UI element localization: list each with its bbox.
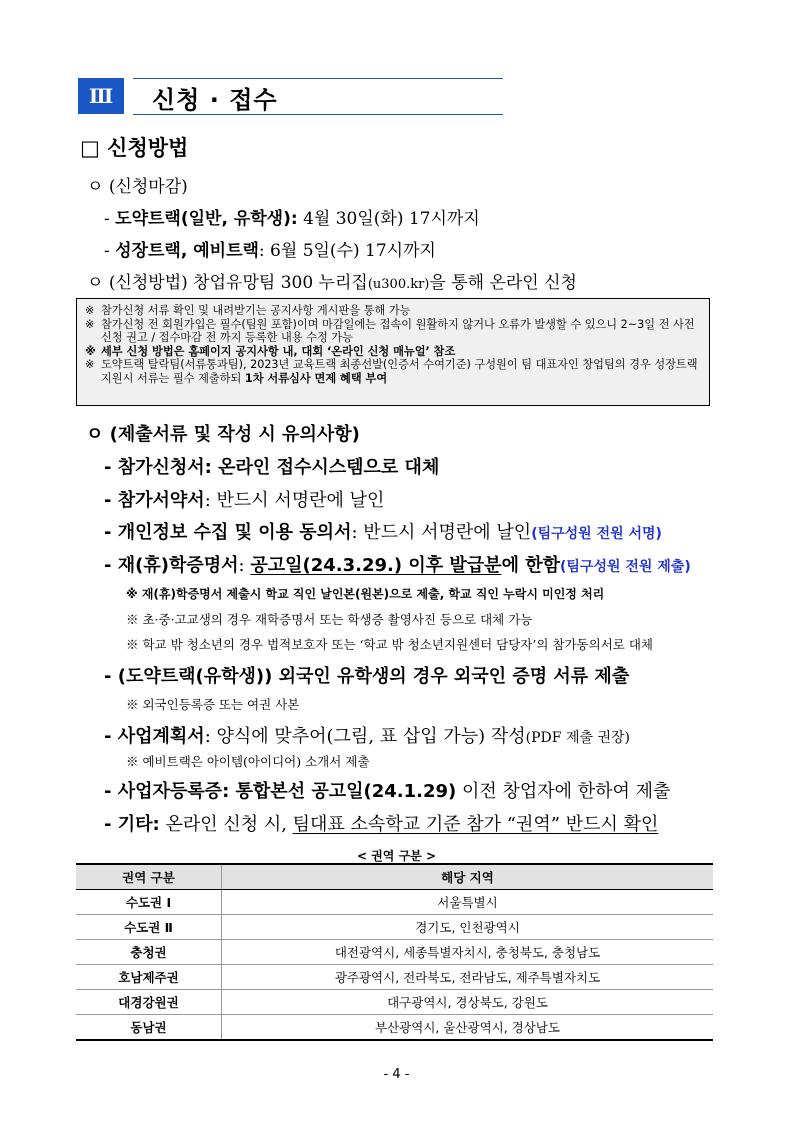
region-areas: 부산광역시, 울산광역시, 경상남도: [222, 1015, 714, 1041]
deadline-date: 4월 30일(화) 17시까지: [297, 209, 480, 229]
doc-other: - 기타: 온라인 신청 시, 팀대표 소속학교 기준 참가 “권역” 반드시 확인: [104, 814, 659, 835]
doc-note: (팀구성원 전원 제출): [560, 559, 691, 575]
notice-box: [76, 298, 710, 406]
region-name: 호남제주권: [76, 965, 222, 990]
deadline-item-growth-pre: [104, 236, 436, 261]
header-rule-top: [133, 78, 503, 79]
region-name: 동남권: [76, 1015, 222, 1041]
region-table-title: < 권역 구분 >: [356, 849, 436, 863]
doc-label: - 사업자등록증: 통합본선 공고일(24.1.29): [104, 781, 457, 802]
note-text: 참가신청 서류 확인 및 내려받기는 공지사항 게시판을 통해 가능: [101, 304, 411, 317]
dash: -: [104, 209, 110, 229]
note-item: [85, 345, 701, 359]
doc-foreign: - (도약트랙(유학생)) 외국인 유학생의 경우 외국인 증명 서류 제출: [104, 666, 630, 687]
doc-underlined: 팀대표 소속학교 기준 참가 “권역” 반드시 확인: [292, 814, 659, 835]
region-name: 수도권 Ⅰ: [76, 890, 222, 915]
table-row: [76, 940, 713, 965]
doc-label: - 기타:: [104, 814, 160, 835]
table-row: [76, 965, 713, 990]
apply-method-rest: 을 통해 온라인 신청: [429, 273, 577, 293]
table-row: [76, 915, 713, 940]
doc-business-plan: [104, 722, 630, 748]
track-name: 도약트랙(일반, 유학생):: [115, 209, 298, 229]
region-areas: 광주광역시, 전라북도, 전라남도, 제주특별자치도: [222, 965, 714, 990]
note-item: [85, 304, 701, 318]
apply-method: [87, 268, 577, 293]
note-text: 도약트랙 탈락팀(서류통과팀), 2023년 교육트랙 최종선발(인증서 수여기준) 구성원이 팀 대표자인 창업팀의 경우 성장트랙 지원시 서류는 필수 제출하되 1차 서류심사 면제 혜택 부여: [101, 358, 698, 385]
note-highlight: 1차 서류심사 면제 혜택 부여: [244, 371, 388, 385]
region-name: 충청권: [76, 940, 222, 965]
section-title: 신청 · 접수: [152, 86, 278, 114]
business-plan-subnote: ※ 예비트랙은 아이템(아이디어) 소개서 제출: [126, 754, 370, 769]
note-mark: ※: [85, 344, 96, 358]
region-table: [76, 863, 713, 1041]
doc-desc: : 반드시 서명란에 날인: [204, 490, 385, 511]
region-areas: 경기도, 인천광역시: [222, 915, 714, 940]
region-areas: 대전광역시, 세종특별자치시, 충청북도, 충청남도: [222, 940, 714, 965]
apply-method-label: ㅇ (신청방법) 창업유망팀 300 누리집: [87, 273, 368, 293]
doc-registration: [104, 777, 670, 803]
method-heading: □ 신청방법: [80, 136, 189, 160]
doc-note: (팀구성원 전원 서명): [531, 526, 662, 542]
doc-desc: 이전 창업자에 한하여 제출: [456, 781, 671, 802]
enrollment-subnote: ※ 재(휴)학증명서 제출시 학교 직인 날인본(원본)으로 제출, 학교 직인 누락시 미인정 처리: [126, 587, 605, 601]
deadline-item-growth-leap: [104, 204, 480, 229]
doc-label: - 개인정보 수집 및 이용 동의서: [104, 522, 352, 543]
doc-pledge: [104, 486, 384, 512]
table-header-row: [76, 864, 713, 890]
docs-heading: ㅇ (제출서류 및 작성 시 유의사항): [86, 424, 360, 445]
doc-label: - 사업계획서: [104, 726, 205, 747]
region-areas: 서울특별시: [222, 890, 714, 915]
doc-label: - 참가서약서: [104, 490, 205, 511]
enrollment-subnote: ※ 학교 밖 청소년의 경우 법적보호자 또는 ‘학교 밖 청소년지원센터 담당자’의 참가동의서로 대체: [126, 637, 653, 652]
note-mark: ※: [85, 358, 95, 372]
apply-site-link[interactable]: (u300.kr): [367, 277, 430, 292]
note-text: 참가신청 전 회원가입은 필수(팀원 포함)이며 마감일에는 접속이 원활하지 않거나 오류가 발생할 수 있으니 2~3일 전 사전 신청 권고 / 접수마감 전 까지 등록한 내용 수정 가능: [101, 317, 695, 345]
note-mark: ※: [85, 317, 95, 331]
section-number-badge: Ⅲ: [78, 78, 124, 114]
foreign-subnote: ※ 외국인등록증 또는 여권 사본: [126, 697, 300, 712]
note-mark: ※: [85, 304, 95, 317]
track-name: 성장트랙, 예비트랙: [115, 241, 259, 261]
region-name: 대경강원권: [76, 990, 222, 1015]
note-item: [85, 358, 701, 385]
region-name: 수도권 Ⅱ: [76, 915, 222, 940]
region-areas: 대구광역시, 경상북도, 강원도: [222, 990, 714, 1015]
doc-desc: : 반드시 서명란에 날인: [351, 522, 532, 543]
doc-enrollment: - 재(휴)학증명서: 공고일(24.3.29.) 이후 발급분에 한함(팀구성원 전원 제출): [104, 555, 691, 576]
table-row: [76, 890, 713, 915]
doc-desc: : 양식에 맞추어(그림, 표 삽입 가능) 작성: [204, 726, 526, 747]
doc-label: - 재(휴)학증명서: [104, 555, 239, 576]
deadline-label: ㅇ (신청마감): [87, 177, 188, 197]
table-row: [76, 990, 713, 1015]
column-header: 해당 지역: [222, 864, 714, 890]
dash: -: [104, 241, 110, 261]
doc-underlined: 공고일(24.3.29.) 이후 발급분: [250, 555, 502, 576]
deadline-date: : 6월 5일(수) 17시까지: [258, 241, 436, 261]
column-header: 권역 구분: [76, 864, 222, 890]
doc-application: - 참가신청서: 온라인 접수시스템으로 대체: [104, 457, 440, 478]
note-text: 세부 신청 방법은 홈페이지 공지사항 내, 대회 ‘온라인 신청 매뉴얼’ 참조: [101, 344, 456, 358]
enrollment-subnote: ※ 초·중·고교생의 경우 재학증명서 또는 학생증 촬영사진 등으로 대체 가능: [126, 612, 533, 627]
doc-note: (PDF 제출 권장): [525, 730, 630, 746]
table-row: [76, 1015, 713, 1041]
note-item: [85, 318, 701, 345]
page-number: - 4 -: [383, 1067, 410, 1082]
doc-privacy: [104, 518, 662, 544]
